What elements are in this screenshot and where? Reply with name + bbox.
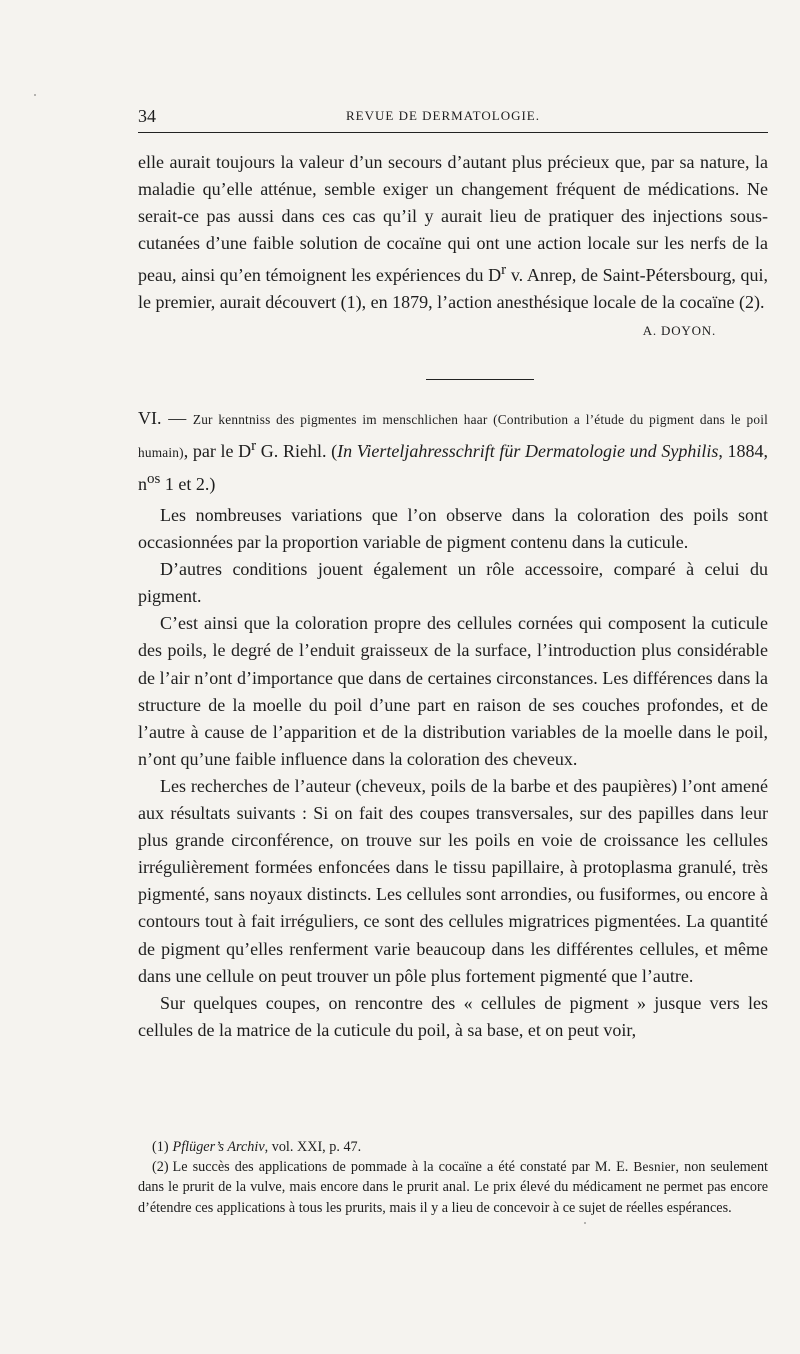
paragraph-author-research: Les recherches de l’auteur (cheveux, poils de la barbe et des paupières) l’ont amené aux résultats suivants : Si on fait des coupes transversales, sur des papilles dans leur plus grande circonférence, on trouve sur les poils en voie de croissance les cellules irrégulièrement formées enfoncées dans le tissu papillaire, à protoplasma granulé, très pigmenté, sans noyaux distincts. Les cellules sont arrondies, ou fusiformes, ou encore à contours tout à fait irréguliers, ce sont des cellules migratrices pigmentées. La quantité de pigment qu’elles renferment varie beaucoup dans les différentes cellules, et même dans une cellule on peut trouver un pôle plus fortement pigmenté que l’autre.: [138, 775, 768, 986]
paragraph-pigment-cells: Sur quelques coupes, on rencontre des « cellules de pigment » jusque vers les cellules de la matrice de la cuticule du poil, à sa base, et on peut voir,: [138, 992, 768, 1040]
opening-text-continued: v. Anrep, de Saint-Pétersbourg, qui, le premier, aurait découvert (1), en 1879, l’action anesthésique locale de la cocaïne (2).: [138, 265, 768, 313]
author-superscript: r: [251, 438, 257, 455]
issue-reference: , 1884, n: [138, 441, 768, 495]
footnote-2-marker: (2): [152, 1159, 169, 1176]
footnote-1-reference: , vol. XXI, p. 47.: [264, 1139, 362, 1155]
paper-speck: [34, 94, 36, 96]
paper-speck: [584, 1222, 586, 1224]
paragraph-pigment-variations: Les nombreuses variations que l’on observe dans la coloration des poils sont occasionnées par la proportion variable de pigment contenu dans la cuticule.: [138, 505, 768, 553]
journal-title: In Vierteljahresschrift für Dermatologie und Syphilis: [337, 441, 719, 462]
opening-paragraph: [138, 149, 768, 338]
running-head: REVUE DE DERMATOLOGIE.: [346, 108, 540, 123]
page-header: [138, 104, 768, 128]
section-vi-title: [138, 405, 768, 498]
article-author: G. Riehl. (: [256, 441, 338, 462]
paragraph-other-conditions: D’autres conditions jouent également un rôle accessoire, comparé à celui du pigment.: [138, 559, 768, 607]
article-title: Zur kenntniss des pigmentes im menschlichen haar (Contribution a l’étude du pigment dans le poil humain): [138, 412, 768, 461]
issue-superscript: os: [147, 471, 161, 488]
doctor-superscript: r: [501, 262, 507, 279]
opening-text: elle aurait toujours la valeur d’un secours d’autant plus précieux que, par sa nature, la maladie qu’elle atténue, semble exiger un changement fréquent de médications. Ne serait-ce pas aussi dans ces cas qu’il y aurait lieu de pratiquer des injections sous-cutanées d’une faible solution de cocaïne qui ont une action locale sur les nerfs de la peau, ainsi qu’en témoignent les expériences du D: [138, 152, 768, 286]
article-author-prefix: , par le D: [183, 441, 252, 462]
section-separator: [426, 379, 534, 380]
footnote-1-marker: (1): [152, 1139, 169, 1155]
footnote-2-text-start: Le succès des applications de pommade à la cocaïne a été constaté par M. E.: [172, 1159, 634, 1176]
footnote-1-journal: Pflüger’s Archiv: [172, 1139, 265, 1155]
footnote-2: [138, 1157, 768, 1218]
footnote-1: [138, 1137, 768, 1157]
author-signature: A. DOYON.: [642, 322, 716, 338]
paragraph-cell-structure: C’est ainsi que la coloration propre des cellules cornées qui composent la cuticule des poils, le degré de l’enduit graisseux de la surface, l’introduction plus considérable de l’air n’ont d’importance que dans de certaines circonstances. Les différences dans la structure de la moelle du poil d’une part en raison de ses couches profondes, et de l’autre à cause de l’apparition et de la distribution variables de la moelle dans le poil, n’ont qu’une faible influence dans la coloration des cheveux.: [138, 613, 768, 769]
footnote-2-text-end: , non seulement dans le prurit de la vulve, mais encore dans le prurit anal. Le prix élevé du médicament ne permet pas encore d’étendre ces applications à tous les prurits, mais il y a lieu de concevoir à ce sujet de réelles espérances.: [138, 1159, 768, 1216]
footnotes: [138, 1137, 768, 1218]
footnote-2-name: Besnier: [633, 1159, 676, 1175]
main-article-text: [138, 502, 768, 1044]
page-number: 34: [138, 106, 156, 126]
opening-paragraph-block: [138, 149, 768, 344]
issue-number: 1 et 2.): [160, 474, 216, 495]
header-rule: [138, 132, 768, 133]
section-number: VI. —: [138, 408, 193, 428]
section-vi-block: [138, 405, 768, 498]
